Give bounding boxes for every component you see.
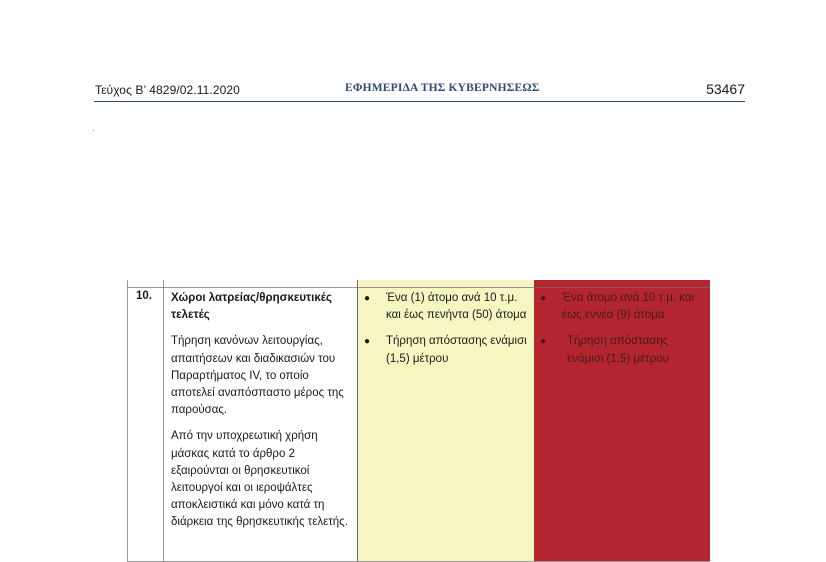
bullet-icon: ●: [364, 336, 371, 348]
row-number: 10.: [136, 290, 152, 302]
measure-text: Ένα άτομο ανά 10 τ.μ. και έως εννέα (9) άτομα: [562, 292, 695, 322]
measure-text: Τήρηση απόστασης ενάμισι (1,5) μέτρου: [386, 335, 527, 365]
table-top-border: [127, 287, 710, 288]
list-item: [540, 333, 705, 367]
list-item: [364, 333, 529, 367]
measures-table: [127, 280, 710, 562]
row-description: [171, 290, 353, 541]
list-item: [540, 290, 705, 324]
measure-text: Ένα (1) άτομο ανά 10 τ.μ. και έως πενήντα (50) άτομα: [386, 292, 527, 322]
number-column: [127, 280, 164, 562]
description-paragraph: Τήρηση κανόνων λειτουργίας, απαιτήσεων και διαδικασιών του Παραρτήματος IV, το οποίο αποτελεί αναπόσπαστο μέρος της παρούσας.: [171, 335, 344, 417]
yellow-zone-column: [358, 280, 534, 562]
bullet-icon: ●: [364, 293, 371, 304]
description-paragraph: Από την υποχρεωτική χρήση μάσκας κατά το άρθρο 2 εξαιρούνται οι θρησκευτικοί λειτουργοί και οι ιεροψάλτες αποκλειστικά και μόνο κατά τη διάρκεια της θρησκευτικής τελετής.: [171, 430, 348, 529]
list-item: [364, 290, 529, 324]
header-divider: [94, 101, 745, 102]
red-zone-measures: [540, 290, 705, 377]
row-title: Χώροι λατρείας/θρησκευτικές τελετές: [171, 292, 332, 322]
description-column: [164, 280, 358, 562]
page-number: 53467: [706, 81, 745, 97]
yellow-zone-measures: [364, 290, 529, 377]
red-zone-column: [534, 280, 710, 562]
issue-label: Τεύχος Β’ 4829/02.11.2020: [95, 83, 240, 97]
gazette-title: ΕΦΗΜΕΡΙΔΑ ΤΗΣ ΚΥΒΕΡΝΗΣΕΩΣ: [345, 82, 540, 94]
measure-text: Τήρηση απόστασης ενάμισι (1,5) μέτρου: [567, 335, 669, 365]
bullet-icon: ●: [540, 293, 547, 304]
bullet-icon: ●: [540, 336, 547, 348]
speck: [93, 130, 94, 131]
